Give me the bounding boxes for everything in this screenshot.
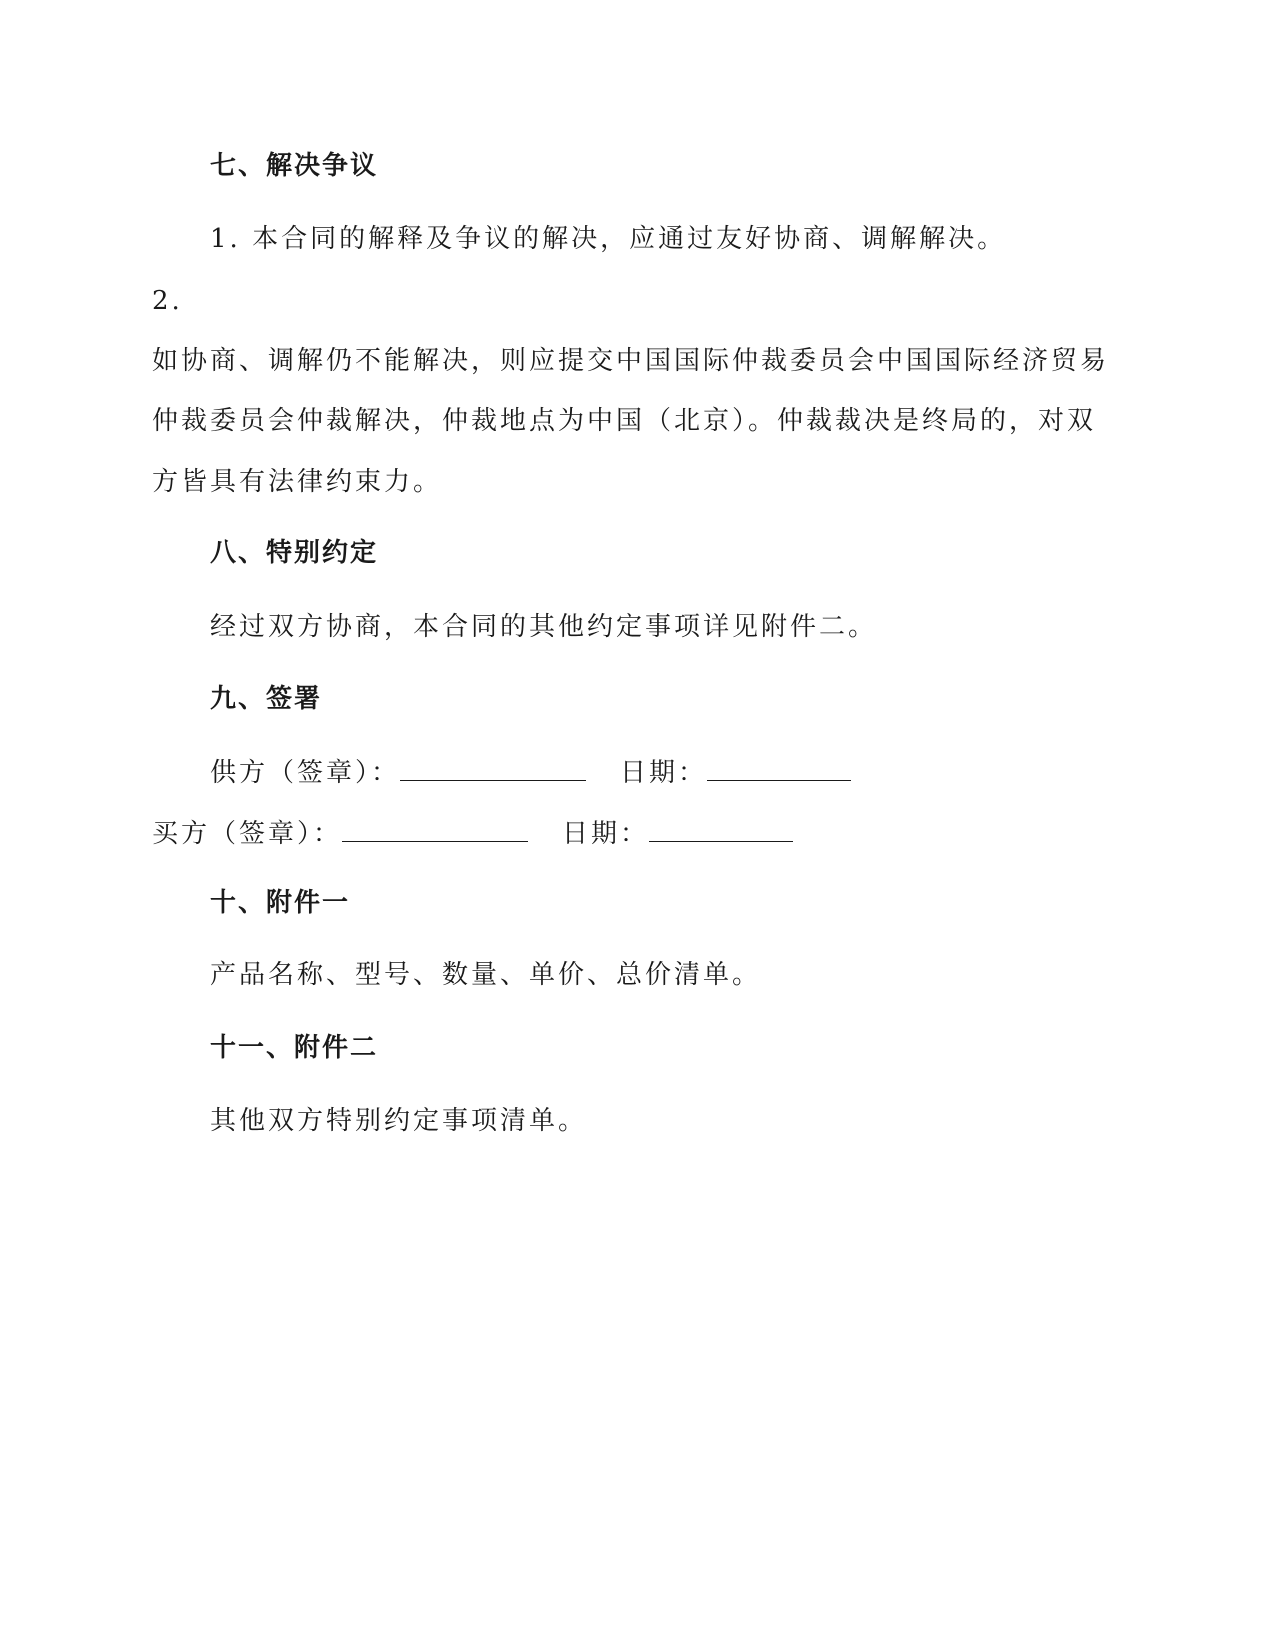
section-11-paragraph-1: 其他双方特别约定事项清单。 (210, 1106, 588, 1136)
supplier-date-label: 日期： (620, 758, 708, 788)
section-10-heading: 十、附件一 (210, 888, 351, 918)
section-7-paragraph-2-line-1: 如协商、调解仍不能解决，则应提交中国国际仲裁委员会中国国际经济贸易 (152, 346, 1110, 376)
section-9-heading: 九、签署 (210, 684, 323, 714)
section-10-paragraph-1: 产品名称、型号、数量、单价、总价清单。 (210, 960, 762, 990)
section-8-paragraph-1: 经过双方协商，本合同的其他约定事项详见附件二。 (210, 612, 878, 642)
section-7-paragraph-2-line-2: 仲裁委员会仲裁解决，仲裁地点为中国（北京）。仲裁裁决是终局的，对双 (152, 406, 1097, 436)
supplier-signature-blank[interactable] (400, 756, 586, 781)
section-7-heading: 七、解决争议 (210, 151, 379, 181)
buyer-signature-blank[interactable] (342, 817, 528, 842)
buyer-date-blank[interactable] (649, 817, 793, 842)
supplier-signature-label: 供方（签章）： (210, 758, 401, 788)
buyer-signature-row (152, 817, 793, 849)
buyer-signature-label: 买方（签章）： (152, 819, 343, 849)
section-8-heading: 八、特别约定 (210, 538, 379, 568)
section-7-paragraph-2-line-3: 方皆具有法律约束力。 (152, 467, 443, 497)
section-7-paragraph-2-number: 2. (152, 286, 183, 316)
buyer-date-label: 日期： (562, 819, 650, 849)
section-11-heading: 十一、附件二 (210, 1033, 379, 1063)
section-7-paragraph-1: 1. 本合同的解释及争议的解决，应通过友好协商、调解解决。 (210, 224, 1007, 254)
supplier-date-blank[interactable] (707, 756, 851, 781)
supplier-signature-row (210, 756, 851, 788)
